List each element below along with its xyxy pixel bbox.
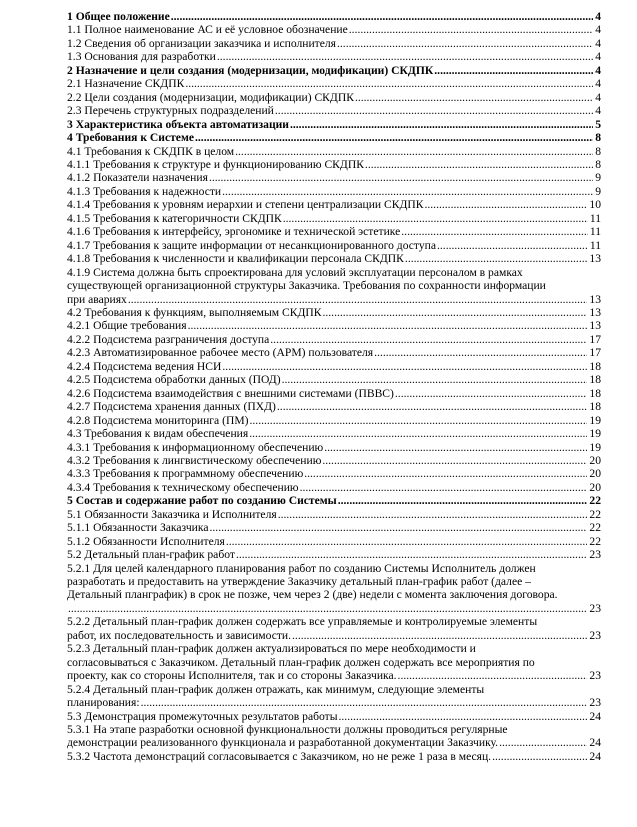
section-number: 4.2.6: [67, 386, 91, 400]
section-number: 4.1: [67, 144, 82, 158]
toc-entry-4-1-2[interactable]: [67, 171, 601, 184]
page-number: 24: [589, 736, 601, 750]
toc-entry-4-3-2[interactable]: [67, 454, 601, 467]
leader-dots: [222, 185, 593, 198]
leader-dots: [322, 306, 587, 319]
section-number: 5: [67, 494, 73, 508]
toc-entry-4-2-8[interactable]: [67, 414, 601, 427]
page-number: 8: [595, 131, 601, 145]
toc-entry-4-2[interactable]: [67, 306, 601, 319]
section-title: Требования к защите информации от несанкционированного доступа: [93, 238, 436, 252]
section-number: 1.3: [67, 50, 82, 64]
section-title: Автоматизированное рабочее место (АРМ) пользователя: [93, 346, 374, 360]
toc-entry-5-1-1[interactable]: [67, 521, 601, 534]
toc-entry-4-1-9[interactable]: [67, 266, 601, 306]
leader-dots: [374, 346, 587, 359]
page-number: 24: [589, 709, 601, 723]
section-title: Назначение и цели создания (модернизации, модификации) СКДПК: [75, 63, 434, 77]
toc-entry-4-2-7[interactable]: [67, 400, 601, 413]
leader-dots: [401, 225, 588, 238]
section-title: Демонстрация промежуточных результатов работы: [84, 709, 338, 723]
toc-entry-4-3[interactable]: [67, 427, 601, 440]
page-number: 13: [589, 319, 601, 333]
page-number: 4: [595, 50, 601, 64]
section-number: 4.1.4: [67, 198, 91, 212]
leader-dots: [209, 171, 593, 184]
toc-entry-4-1-8[interactable]: [67, 252, 601, 265]
toc-entry-1[interactable]: [67, 10, 601, 23]
page-number: 13: [589, 252, 601, 266]
toc-entry-4-1-7[interactable]: [67, 239, 601, 252]
leader-dots: [290, 118, 593, 131]
page-number: 8: [595, 157, 601, 171]
toc-entry-2-1[interactable]: [67, 77, 601, 90]
page-number: 20: [589, 467, 601, 481]
page-number: 17: [589, 346, 601, 360]
section-number: 4.1.6: [67, 225, 91, 239]
section-number: 5.1.1: [67, 521, 91, 535]
section-number: 4.2.3: [67, 346, 91, 360]
section-title: Назначение СКДПК: [84, 77, 185, 91]
toc-entry-1-1[interactable]: [67, 23, 601, 36]
section-number: 4.3.3: [67, 467, 91, 481]
page-number: 18: [589, 359, 601, 373]
leader-dots: [270, 333, 587, 346]
section-title: Детальный план-график работ: [84, 548, 235, 562]
page-number: 4: [595, 36, 601, 50]
section-number: 5.3.2: [67, 749, 91, 763]
toc-entry-2-3[interactable]: [67, 104, 601, 117]
section-title: Подсистема разграничения доступа: [93, 332, 270, 346]
toc-entry-text-last: проекту, как со стороны Исполнителя, так и со стороны Заказчика.: [67, 669, 397, 683]
toc-entry-4-1-6[interactable]: [67, 225, 601, 238]
page-number: 13: [589, 292, 601, 306]
leader-dots: [365, 158, 593, 171]
toc-entry-5-1-2[interactable]: [67, 535, 601, 548]
toc-entry-4-3-3[interactable]: [67, 467, 601, 480]
toc-entry-2-2[interactable]: [67, 91, 601, 104]
toc-entry-text-line: Детальный планграфик) в срок не позже, чем через 2 (две) недели с момента заключения договора.: [67, 588, 558, 602]
section-title: Общее положение: [75, 10, 170, 23]
section-title: Требования к интерфейсу, эргономике и технической эстетике: [93, 225, 401, 239]
toc-entry-4-1-3[interactable]: [67, 185, 601, 198]
section-number: 2.2: [67, 90, 82, 104]
leader-dots: [405, 252, 587, 265]
leader-dots: [355, 91, 593, 104]
toc-entry-4-2-6[interactable]: [67, 387, 601, 400]
page-number: 8: [595, 144, 601, 158]
toc-entry-5-2[interactable]: [67, 548, 601, 561]
toc-entry-1-2[interactable]: [67, 37, 601, 50]
section-title: Состав и содержание работ по созданию Системы: [75, 494, 337, 508]
toc-entry-4-3-1[interactable]: [67, 441, 601, 454]
leader-dots: [185, 77, 593, 90]
toc-entry-5-2-2[interactable]: [67, 615, 601, 642]
page-number: 4: [595, 104, 601, 118]
section-title: Требования к надежности: [93, 184, 222, 198]
toc-entry-text-last: при авариях: [67, 292, 127, 306]
page-number: 23: [589, 696, 601, 710]
section-number: 4.1.1: [67, 157, 91, 171]
section-title: Требования к уровням иерархии и степени централизации СКДПК: [93, 198, 424, 212]
section-number: 1.1: [67, 23, 82, 37]
section-title: Полное наименование АС и её условное обозначение: [84, 23, 348, 37]
leader-dots: [282, 373, 588, 386]
toc-entry-text-line: 5.2.2 Детальный план-график должен содержать все управляемые и контролируемые элементы: [67, 615, 538, 629]
section-title: Требования к Системе: [75, 131, 194, 145]
page-number: 20: [589, 480, 601, 494]
section-number: 5.1: [67, 507, 82, 521]
section-title: Показатели назначения: [93, 171, 208, 185]
page-number: 4: [595, 77, 601, 91]
page-number: 4: [595, 90, 601, 104]
toc-entry-5-2-4[interactable]: [67, 683, 601, 710]
section-title: Подсистема взаимодействия с внешними системами (ПВВС): [93, 386, 394, 400]
section-title: Характеристика объекта автоматизации: [75, 117, 289, 131]
section-title: Требования к структуре и функционированию СКДПК: [93, 157, 364, 171]
toc-entry-4-1-4[interactable]: [67, 198, 601, 211]
toc-entry-text-line: существующей организационной структуры Заказчика. Требования по сохранности информации: [67, 279, 546, 293]
page-number: 4: [595, 10, 601, 23]
page-number: 11: [589, 225, 601, 239]
section-title: Частота демонстраций согласовывается с Заказчиком, но не реже 1 раза в месяц.: [93, 749, 492, 763]
leader-dots: [222, 360, 587, 373]
leader-dots: [437, 239, 588, 252]
leader-dots: [277, 400, 588, 413]
leader-dots: [338, 494, 588, 507]
page-number: 19: [589, 440, 601, 454]
toc-entry-text-last: работ, их последовательность и зависимости.: [67, 628, 292, 642]
section-title: Подсистема ведения НСИ: [93, 359, 222, 373]
section-number: 4.1.8: [67, 252, 91, 266]
section-number: 4.2.2: [67, 332, 91, 346]
leader-dots: [337, 37, 593, 50]
section-title: Требования к техническому обеспечению: [93, 480, 299, 494]
section-number: 2.1: [67, 77, 82, 91]
section-title: Требования к видам обеспечения: [84, 427, 249, 441]
toc-entry-5[interactable]: [67, 494, 601, 507]
page-number: 19: [589, 427, 601, 441]
page-number: 19: [589, 413, 601, 427]
toc-entry-5-3[interactable]: [67, 710, 601, 723]
toc-entry-1-3[interactable]: [67, 50, 601, 63]
page-number: 13: [589, 305, 601, 319]
section-title: Обязанности Исполнителя: [93, 534, 225, 548]
leader-dots: [349, 23, 593, 36]
leader-dots: [236, 548, 587, 561]
leader-dots: [278, 508, 588, 521]
page-number: 23: [589, 669, 601, 683]
leader-dots: [217, 50, 593, 63]
section-number: 5.3: [67, 709, 82, 723]
page-number: 23: [589, 548, 601, 562]
toc-entry-5-3-1[interactable]: [67, 723, 601, 750]
section-number: 4.3.4: [67, 480, 91, 494]
section-number: 2: [67, 63, 73, 77]
page-number: 20: [589, 453, 601, 467]
page-number: 22: [589, 521, 601, 535]
leader-dots: [235, 145, 593, 158]
section-number: 4.1.5: [67, 211, 91, 225]
section-title: Требования к численности и квалификации персонала СКДПК: [93, 252, 404, 266]
toc-entry-4-2-4[interactable]: [67, 360, 601, 373]
section-number: 1: [67, 10, 73, 23]
leader-dots: [188, 319, 588, 332]
section-number: 5.1.2: [67, 534, 91, 548]
page-number: 22: [589, 507, 601, 521]
leader-dots: [499, 736, 587, 749]
leader-dots: [226, 535, 588, 548]
section-title: Подсистема обработки данных (ПОД): [93, 373, 281, 387]
section-number: 4.2: [67, 305, 82, 319]
section-number: 4.3.1: [67, 440, 91, 454]
section-number: 4.1.2: [67, 171, 91, 185]
toc-entry-text-last: демонстрации реализованного функционала и разработанной документации Заказчику.: [67, 736, 499, 750]
leader-dots: [395, 387, 588, 400]
section-number: 4.2.1: [67, 319, 91, 333]
toc-entry-4-1-1[interactable]: [67, 158, 601, 171]
page-number: 18: [589, 386, 601, 400]
toc-entry-4-2-3[interactable]: [67, 346, 601, 359]
toc-entry-text-line: 5.2.1 Для целей календарного планирования работ по созданию Системы Исполнитель должен: [67, 561, 536, 575]
leader-dots: [283, 212, 588, 225]
toc-entry-4-1-5[interactable]: [67, 212, 601, 225]
toc-entry-2[interactable]: [67, 64, 601, 77]
section-title: Общие требования: [93, 319, 187, 333]
section-number: 3: [67, 117, 73, 131]
section-number: 1.2: [67, 36, 82, 50]
toc-entry-5-2-3[interactable]: [67, 642, 601, 682]
section-title: Основания для разработки: [84, 50, 216, 64]
leader-dots: [275, 104, 593, 117]
section-number: 4.2.4: [67, 359, 91, 373]
leader-dots: [128, 293, 588, 306]
section-title: Требования к СКДПК в целом: [84, 144, 235, 158]
toc-entry-text-line: согласовываться с Заказчиком. Детальный план-график должен содержать все мероприятия по: [67, 655, 535, 669]
page-number: 4: [595, 23, 601, 37]
section-title: Подсистема мониторинга (ПМ): [93, 413, 249, 427]
toc-entry-4[interactable]: [67, 131, 601, 144]
section-number: 4.3.2: [67, 453, 91, 467]
leader-dots: [210, 521, 588, 534]
section-number: 4.3: [67, 427, 82, 441]
toc-entry-5-1[interactable]: [67, 508, 601, 521]
page-number: 5: [595, 117, 601, 131]
toc-entry-text-line: 5.2.4 Детальный план-график должен отражать, как минимум, следующие элементы: [67, 682, 485, 696]
page-number: 9: [595, 184, 601, 198]
page-number: 4: [595, 63, 601, 77]
toc-entry-5-3-2[interactable]: [67, 750, 601, 763]
leader-dots: [300, 481, 588, 494]
section-number: 4.1.3: [67, 184, 91, 198]
table-of-contents: [67, 10, 601, 763]
toc-entry-4-3-4[interactable]: [67, 481, 601, 494]
section-title: Сведения об организации заказчика и исполнителя: [84, 36, 336, 50]
section-title: Цели создания (модернизации, модификации) СКДПК: [84, 90, 354, 104]
page-number: 10: [589, 198, 601, 212]
leader-dots: [141, 696, 588, 709]
section-title: Обязанности Заказчика: [93, 521, 209, 535]
section-number: 5.2: [67, 548, 82, 562]
section-title: Требования к категоричности СКДПК: [93, 211, 282, 225]
page-number: 18: [589, 373, 601, 387]
section-title: Требования к функциям, выполняемым СКДПК: [84, 305, 322, 319]
section-title: Требования к лингвистическому обеспечению: [93, 453, 322, 467]
toc-entry-4-2-1[interactable]: [67, 319, 601, 332]
toc-entry-4-2-2[interactable]: [67, 333, 601, 346]
page-number: 22: [589, 494, 601, 508]
leader-dots: [324, 441, 587, 454]
page-number: 17: [589, 332, 601, 346]
page-number: 23: [589, 601, 601, 615]
page-number: 23: [589, 628, 601, 642]
page-number: 22: [589, 534, 601, 548]
leader-dots: [195, 131, 593, 144]
section-number: 4: [67, 131, 73, 145]
toc-entry-text-line: 4.1.9 Система должна быть спроектирована для условий эксплуатации персоналом в рамках: [67, 265, 523, 279]
toc-entry-4-2-5[interactable]: [67, 373, 601, 386]
toc-entry-text-line: 5.2.3 Детальный план-график должен актуализироваться по мере необходимости и: [67, 642, 476, 656]
page-number: 18: [589, 400, 601, 414]
section-number: 4.2.7: [67, 400, 91, 414]
leader-dots: [434, 64, 593, 77]
section-number: 2.3: [67, 104, 82, 118]
leader-dots: [304, 467, 587, 480]
toc-entry-text-last: планирования:: [67, 696, 140, 710]
toc-entry-text-line: разработать и предоставить на утверждение Заказчику детальный план-график работ (далее –: [67, 575, 531, 589]
leader-dots: [339, 710, 588, 723]
leader-dots: [68, 602, 587, 615]
leader-dots: [398, 669, 588, 682]
leader-dots: [322, 454, 587, 467]
page-number: 24: [589, 749, 601, 763]
page-number: 11: [589, 238, 601, 252]
leader-dots: [171, 10, 593, 23]
section-title: Подсистема хранения данных (ПХД): [93, 400, 276, 414]
section-title: Обязанности Заказчика и Исполнителя: [84, 507, 277, 521]
leader-dots: [424, 198, 587, 211]
section-number: 4.2.5: [67, 373, 91, 387]
toc-entry-3[interactable]: [67, 118, 601, 131]
leader-dots: [492, 750, 587, 763]
section-number: 4.2.8: [67, 413, 91, 427]
page-number: 9: [595, 171, 601, 185]
page-number: 11: [589, 211, 601, 225]
section-title: Перечень структурных подразделений: [84, 104, 274, 118]
toc-entry-4-1[interactable]: [67, 145, 601, 158]
leader-dots: [292, 629, 587, 642]
toc-entry-text-line: 5.3.1 На этапе разработки основной функциональности должны проводиться регулярные: [67, 723, 508, 737]
leader-dots: [250, 414, 588, 427]
section-number: 4.1.7: [67, 238, 91, 252]
toc-entry-5-2-1[interactable]: [67, 562, 601, 616]
section-title: Требования к информационному обеспечению: [93, 440, 324, 454]
leader-dots: [249, 427, 587, 440]
section-title: Требования к программному обеспечению: [93, 467, 304, 481]
